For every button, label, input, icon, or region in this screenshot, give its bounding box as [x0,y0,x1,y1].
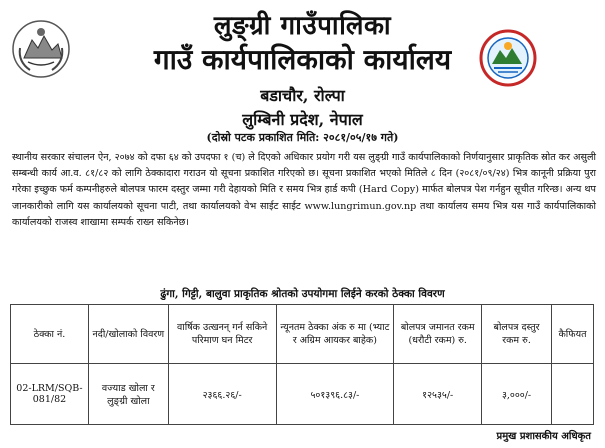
table-header-row [11,305,594,364]
cell-river-details: वज्याड खोला र लुङ्ग्री खोला [88,364,168,425]
office-location: बडाचौर, रोल्पा [260,86,345,105]
notice-body: स्थानीय सरकार संचालन ऐन, २०७४ को दफा ६४ को उपदफा १ (च) ले दिएको अधिकार प्रयोग गरी यस लुङ्ग्री गाउँ कार्यपालिकाको निर्णयानुसार प्राकृतिक स्रोत कर असुली सम्बन्धी कार्य आ.व. ८१/८२ को लागि ठेक्कादारा गराउन यो सूचना प्रकाशित गरिएको छ। सूचना प्रकाशित भएको मितिले ८ दिन (२०८१/०९/२४) भित्र कानूनी प्रक्रिया पुरा गरेका इच्छुक फर्म कम्पनीहरुले बोलपत्र फारम दस्तुर जम्मा गरी देहायको मिति र समय भित्र हार्ड कपी (Hard Copy) मार्फत बोलपत्र पेश गर्नहुन सूचीत गरिन्छ। अन्य थप जानकारीको लागि यस कार्यालयको सूचना पाटी, तथा कार्यालयको वेभ साईट साईट www.lungrimun.gov.np तथा कार्यालय समय भित्र यस गाउँ कार्यपालिकाको कार्यालयको राजस्व शाखामा सम्पर्क राख्न सकिनेछ। [12,152,596,228]
signatory-title: प्रमुख प्रशासकीय अधिकृत [496,431,591,442]
publication-date: (दोस्रो पटक प्रकाशित मिति: २०८१/०५/१७ गते) [206,131,399,144]
cell-minimum-amount: ५०१३९६.८३/- [276,364,394,425]
header-bid-fee: बोलपत्र दस्तुर रकम रु. [482,305,552,364]
office-name: गाउँ कार्यपालिकाको कार्यालय [153,43,452,76]
header-bid-security: बोलपत्र जमानत रकम (धरौटी रकम) रु. [394,305,482,364]
header-contract-no: ठेक्का नं. [11,305,89,364]
municipality-name: लुङ्ग्री गाउँपालिका [213,11,392,41]
header-river-details: नदी/खोलाको विवरण [88,305,168,364]
cell-bid-fee: ३,०००/- [482,364,552,425]
cell-contract-no: 02-LRM/SQB-081/82 [11,364,89,425]
table-row [11,364,594,425]
province-country: लुम्बिनी प्रदेश, नेपाल [242,110,363,129]
cell-bid-security: १२५३५/- [394,364,482,425]
header-minimum-amount: न्यूनतम ठेक्का अंक रु मा (भ्याट र अग्रिम आयकर बाहेक) [276,305,394,364]
tender-table [10,304,594,425]
table-title: ढुंगा, गिट्टी, बालुवा प्राकृतिक श्रोतको उपयोगमा लिईने करको ठेक्का विवरण [160,288,445,300]
header-remarks: कैफियत [551,305,593,364]
cell-annual-quantity: २३६६.२६/- [168,364,276,425]
header-annual-quantity: वार्षिक उत्खनन् गर्न सकिने परिमाण घन मिटर [168,305,276,364]
cell-remarks [551,364,593,425]
